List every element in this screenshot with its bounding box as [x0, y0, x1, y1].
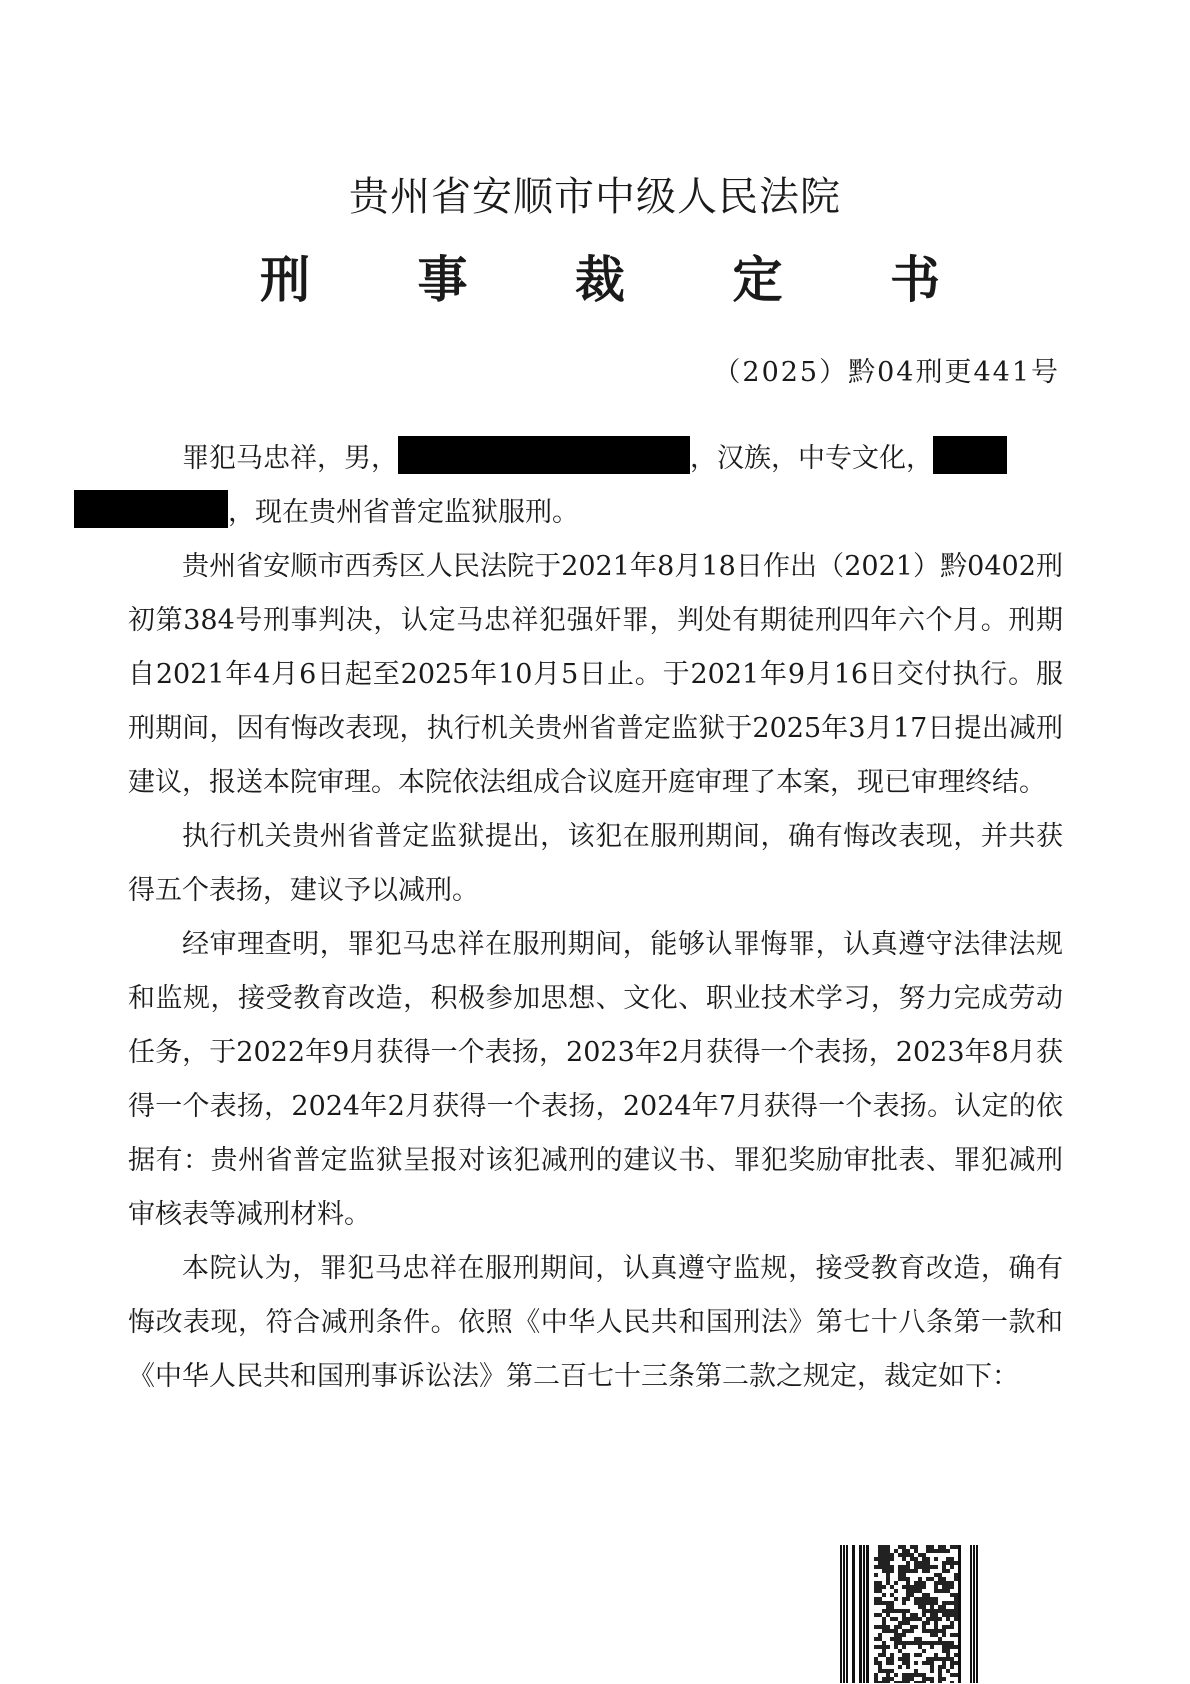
paragraph-opinion: 本院认为，罪犯马忠祥在服刑期间，认真遵守监规，接受教育改造，确有悔改表现，符合减刑条件。依照《中华人民共和国刑法》第七十八条第一款和《中华人民共和国刑事诉讼法》第二百七十三条第二款之规定，裁定如下： [128, 1253, 1063, 1392]
title-char: 事 [417, 250, 468, 309]
paragraph-findings: 经审理查明，罪犯马忠祥在服刑期间，能够认罪悔罪，认真遵守法律法规和监规，接受教育改造，积极参加思想、文化、职业技术学习，努力完成劳动任务，于2022年9月获得一个表扬，2023年2月获得一个表扬，2023年8月获得一个表扬，2024年2月获得一个表扬，2024年7月获得一个表扬。认定的依据有：贵州省普定监狱呈报对该犯减刑的建议书、罪犯奖励审批表、罪犯减刑审核表等减刑材料。 [128, 929, 1063, 1230]
paragraph-proposal: 执行机关贵州省普定监狱提出，该犯在服刑期间，确有悔改表现，并共获得五个表扬，建议予以减刑。 [128, 821, 1063, 906]
case-number: （2025）黔04刑更441号 [713, 357, 1060, 388]
redaction-block [933, 436, 1007, 474]
redaction-block [398, 436, 690, 474]
paragraph-defendant: 罪犯马忠祥，男， ，汉族，中专文化， ，现在贵州省普定监狱服刑。 [128, 432, 1063, 540]
2d-barcode-icon [840, 1545, 978, 1683]
document-title [260, 240, 940, 312]
document-body [128, 432, 1063, 1404]
title-char: 裁 [575, 250, 625, 309]
court-name: 贵州省安顺市中级人民法院 [349, 174, 841, 220]
title-char: 定 [732, 250, 783, 309]
title-char: 刑 [260, 250, 310, 309]
paragraph-original-judgment: 贵州省安顺市西秀区人民法院于2021年8月18日作出（2021）黔0402刑初第384号刑事判决，认定马忠祥犯强奸罪，判处有期徒刑四年六个月。刑期自2021年4月6日起至2025年10月5日止。于2021年9月16日交付执行。服刑期间，因有悔改表现，执行机关贵州省普定监狱于2025年3月17日提出减刑建议，报送本院审理。本院依法组成合议庭开庭审理了本案，现已审理终结。 [128, 551, 1063, 798]
title-char: 书 [890, 250, 940, 309]
redaction-block [74, 490, 228, 528]
